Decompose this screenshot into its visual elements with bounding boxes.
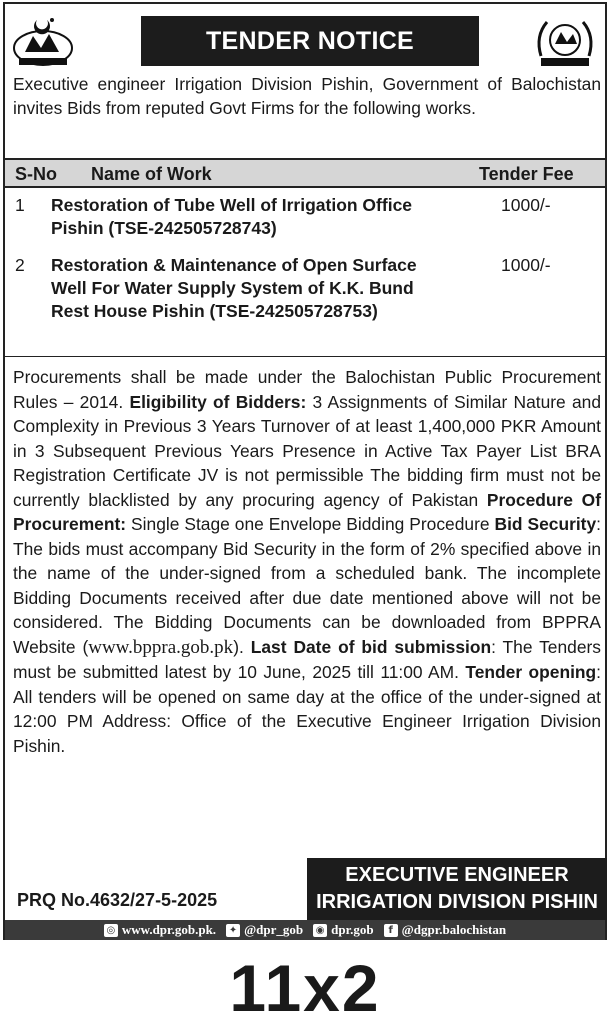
row-work-name: Restoration & Maintenance of Open Surface Well For Water Supply System of K.K. Bund Rest House Pishin (TSE-242505728753) [51,255,417,321]
row-sno: 2 [15,255,25,275]
row-tender-fee: 1000/- [501,195,551,215]
table-row [5,254,605,356]
globe-icon: ◎ [104,924,118,937]
procedure-heading: Procedure Of Procurement: [13,489,601,534]
column-header-sno: S-No [15,164,57,184]
footer-twitter[interactable]: ✦ @dpr_gob [226,922,303,938]
footer-strip [5,920,605,940]
row-tender-fee: 1000/- [501,255,551,275]
prq-number: PRQ No.4632/27-5-2025 [17,890,218,910]
signature-office: IRRIGATION DIVISION PISHIN [316,891,598,913]
works-table [5,158,605,357]
government-emblem-logo [11,12,75,68]
bppra-website-link[interactable]: www.bppra.gob.pk [88,636,234,658]
terms-paragraph: Procurements shall be made under the Balochistan Public Procurement Rules – 2014. Eligibility of Bidders: 3 Assignments of Similar Nature and Complexity in Previous 3 Years Turnover of at least 1,400,000 PKR Amount in 3 Subsequent Previous Years Presence in Active Tax Payer List BRA Registration Certificate JV is not permissible The bidding firm must not be currently blacklisted by any procuring agency of Pakistan Procedure Of Procurement: Single Stage one Envelope Bidding Procedure Bid Security: The bids must accompany Bid Security in the form of 2% specified above in the name of the under-signed from a scheduled bank. The incomplete Bidding Documents received after due date mentioned above will not be considered. The Bidding Documents can be downloaded from BPPRA Website (www.bppra.gob.pk). Last Date of bid submission: The Tenders must be submitted latest by 10 June, 2025 till 11:00 AM. Tender opening: All tenders will be opened on same day at the office of the under-signed at 12:00 PM Address: Office of the Executive Engineer Irrigation Division Pishin. [13,367,601,756]
tender-opening-heading: Tender opening [465,662,597,682]
ad-size-label: 11x2 [229,951,381,1024]
facebook-icon: f [384,924,398,937]
notice-title: TENDER NOTICE [141,16,479,66]
signature-block [307,858,607,920]
twitter-icon: ✦ [226,924,240,937]
table-row [5,194,605,254]
footer-facebook[interactable]: f @dgpr.balochistan [384,922,506,938]
table-header [5,158,605,188]
last-date-heading: Last Date of bid submission [250,636,492,657]
table-divider [5,356,605,357]
notice-header [5,4,605,74]
row-sno: 1 [15,195,25,215]
bid-security-heading: Bid Security [494,514,597,534]
row-work-name: Restoration of Tube Well of Irrigation Office Pishin (TSE-242505728743) [51,195,413,238]
notice-frame [3,2,607,940]
intro-paragraph: Executive engineer Irrigation Division Pishin, Government of Balochistan invites Bids from reputed Govt Firms for the following works. [13,74,601,118]
instagram-icon: ◉ [313,924,327,937]
footer-website[interactable]: ◎ www.dpr.gob.pk. [104,922,216,938]
footer-instagram[interactable]: ◉ dpr.gob [313,922,374,938]
column-header-fee: Tender Fee [479,164,574,184]
eligibility-heading: Eligibility of Bidders: [129,391,307,412]
irrigation-department-logo [533,12,597,68]
column-header-name: Name of Work [91,164,212,184]
signature-title: EXECUTIVE ENGINEER [345,864,569,886]
